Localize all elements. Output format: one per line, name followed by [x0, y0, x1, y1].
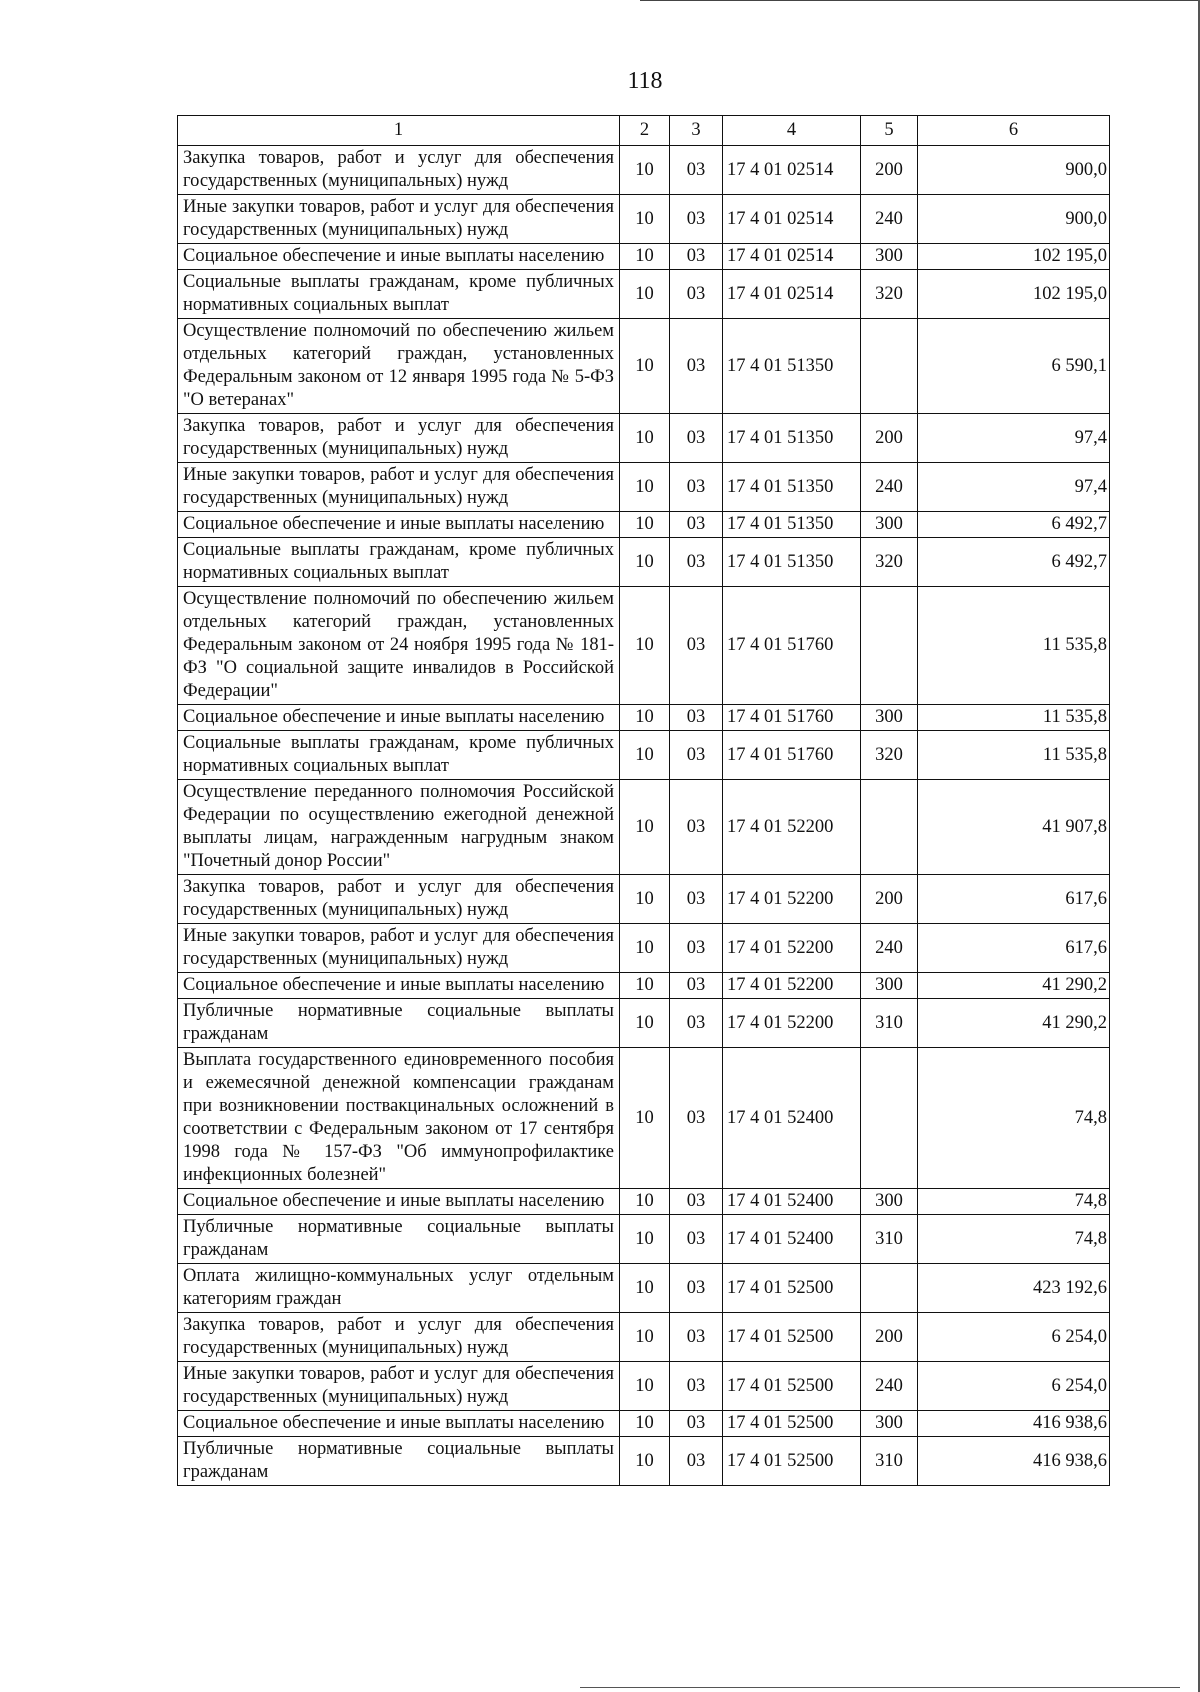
row-code-cell: 17 4 01 02514: [723, 244, 861, 270]
row-type-cell: 300: [861, 1411, 918, 1437]
row-code-cell: 17 4 01 52500: [723, 1362, 861, 1411]
row-name-cell: Социальное обеспечение и иные выплаты населению: [178, 244, 620, 270]
table-row: [178, 1362, 1110, 1411]
table-row: [178, 1313, 1110, 1362]
row-amount-cell: 423 192,6: [918, 1264, 1110, 1313]
row-code-cell: 17 4 01 02514: [723, 195, 861, 244]
table-row: [178, 1437, 1110, 1486]
row-type-cell: 240: [861, 195, 918, 244]
row-type-cell: 310: [861, 1215, 918, 1264]
row-name-cell: Социальные выплаты гражданам, кроме публичных нормативных социальных выплат: [178, 538, 620, 587]
row-code-cell: 17 4 01 51760: [723, 731, 861, 780]
header-col-5: 5: [861, 116, 918, 146]
row-name-cell: Закупка товаров, работ и услуг для обеспечения государственных (муниципальных) нужд: [178, 1313, 620, 1362]
row-col3-cell: 03: [670, 731, 723, 780]
row-col3-cell: 03: [670, 1362, 723, 1411]
row-amount-cell: 41 290,2: [918, 973, 1110, 999]
table-row: [178, 924, 1110, 973]
table-row: [178, 195, 1110, 244]
row-col3-cell: 03: [670, 1215, 723, 1264]
table-row: [178, 875, 1110, 924]
row-amount-cell: 617,6: [918, 924, 1110, 973]
row-type-cell: 310: [861, 999, 918, 1048]
row-col2-cell: 10: [620, 1215, 670, 1264]
scan-edge-bottom: [580, 1687, 1180, 1688]
row-col3-cell: 03: [670, 924, 723, 973]
table-row: [178, 463, 1110, 512]
row-code-cell: 17 4 01 52400: [723, 1048, 861, 1189]
row-code-cell: 17 4 01 51350: [723, 512, 861, 538]
row-name-cell: Осуществление полномочий по обеспечению жильем отдельных категорий граждан, установленных Федеральным законом от 12 января 1995 года № 5-ФЗ "О ветеранах": [178, 319, 620, 414]
row-name-cell: Закупка товаров, работ и услуг для обеспечения государственных (муниципальных) нужд: [178, 875, 620, 924]
table-row: [178, 512, 1110, 538]
row-type-cell: 300: [861, 244, 918, 270]
row-col2-cell: 10: [620, 1189, 670, 1215]
row-amount-cell: 74,8: [918, 1048, 1110, 1189]
row-amount-cell: 74,8: [918, 1189, 1110, 1215]
row-type-cell: 320: [861, 731, 918, 780]
row-name-cell: Социальное обеспечение и иные выплаты населению: [178, 705, 620, 731]
row-amount-cell: 416 938,6: [918, 1411, 1110, 1437]
row-amount-cell: 41 907,8: [918, 780, 1110, 875]
row-name-cell: Закупка товаров, работ и услуг для обеспечения государственных (муниципальных) нужд: [178, 146, 620, 195]
row-code-cell: 17 4 01 51350: [723, 414, 861, 463]
row-amount-cell: 97,4: [918, 414, 1110, 463]
row-col2-cell: 10: [620, 875, 670, 924]
row-col3-cell: 03: [670, 973, 723, 999]
row-col2-cell: 10: [620, 319, 670, 414]
table-row: [178, 538, 1110, 587]
header-col-3: 3: [670, 116, 723, 146]
row-name-cell: Выплата государственного единовременного пособия и ежемесячной денежной компенсации гражданам при возникновении поствакцинальных осложнений в соответствии с Федеральным законом от 17 сентября 1998 года № 157-ФЗ "Об иммунопрофилактике инфекционных болезней": [178, 1048, 620, 1189]
row-col2-cell: 10: [620, 587, 670, 705]
table-row: [178, 705, 1110, 731]
row-col3-cell: 03: [670, 512, 723, 538]
table-row: [178, 973, 1110, 999]
row-code-cell: 17 4 01 51350: [723, 319, 861, 414]
row-name-cell: Иные закупки товаров, работ и услуг для обеспечения государственных (муниципальных) нужд: [178, 195, 620, 244]
row-code-cell: 17 4 01 52400: [723, 1189, 861, 1215]
row-name-cell: Публичные нормативные социальные выплаты гражданам: [178, 1437, 620, 1486]
header-col-1: 1: [178, 116, 620, 146]
row-col2-cell: 10: [620, 146, 670, 195]
row-code-cell: 17 4 01 52200: [723, 999, 861, 1048]
row-code-cell: 17 4 01 52200: [723, 924, 861, 973]
row-type-cell: 200: [861, 414, 918, 463]
row-name-cell: Иные закупки товаров, работ и услуг для обеспечения государственных (муниципальных) нужд: [178, 463, 620, 512]
row-amount-cell: 6 590,1: [918, 319, 1110, 414]
row-name-cell: Осуществление переданного полномочия Российской Федерации по осуществлению ежегодной денежной выплаты лицам, награжденным нагрудным знаком "Почетный донор России": [178, 780, 620, 875]
row-col2-cell: 10: [620, 1362, 670, 1411]
row-col2-cell: 10: [620, 1048, 670, 1189]
row-amount-cell: 617,6: [918, 875, 1110, 924]
row-name-cell: Социальное обеспечение и иные выплаты населению: [178, 512, 620, 538]
row-code-cell: 17 4 01 52500: [723, 1264, 861, 1313]
row-type-cell: 300: [861, 1189, 918, 1215]
scan-edge-top: [640, 0, 1200, 1]
row-col3-cell: 03: [670, 705, 723, 731]
row-col2-cell: 10: [620, 731, 670, 780]
budget-table: [177, 115, 1110, 1486]
row-type-cell: 240: [861, 1362, 918, 1411]
row-col2-cell: 10: [620, 270, 670, 319]
row-col3-cell: 03: [670, 319, 723, 414]
row-type-cell: 240: [861, 924, 918, 973]
row-col3-cell: 03: [670, 1411, 723, 1437]
row-col3-cell: 03: [670, 1437, 723, 1486]
row-amount-cell: 416 938,6: [918, 1437, 1110, 1486]
row-col3-cell: 03: [670, 999, 723, 1048]
row-col2-cell: 10: [620, 1437, 670, 1486]
row-type-cell: 300: [861, 705, 918, 731]
table-header-row: [178, 116, 1110, 146]
row-col2-cell: 10: [620, 1411, 670, 1437]
table-row: [178, 244, 1110, 270]
header-col-6: 6: [918, 116, 1110, 146]
row-col2-cell: 10: [620, 999, 670, 1048]
row-name-cell: Публичные нормативные социальные выплаты гражданам: [178, 1215, 620, 1264]
page-number: 118: [627, 68, 663, 94]
row-type-cell: [861, 780, 918, 875]
row-amount-cell: 6 492,7: [918, 538, 1110, 587]
row-code-cell: 17 4 01 51350: [723, 463, 861, 512]
row-type-cell: 200: [861, 1313, 918, 1362]
row-col3-cell: 03: [670, 1313, 723, 1362]
row-col3-cell: 03: [670, 780, 723, 875]
row-col3-cell: 03: [670, 414, 723, 463]
row-type-cell: 200: [861, 875, 918, 924]
row-code-cell: 17 4 01 52200: [723, 973, 861, 999]
table-row: [178, 587, 1110, 705]
row-name-cell: Иные закупки товаров, работ и услуг для обеспечения государственных (муниципальных) нужд: [178, 924, 620, 973]
row-code-cell: 17 4 01 51760: [723, 705, 861, 731]
table-row: [178, 780, 1110, 875]
table-row: [178, 319, 1110, 414]
row-code-cell: 17 4 01 51350: [723, 538, 861, 587]
row-col2-cell: 10: [620, 414, 670, 463]
row-col3-cell: 03: [670, 1048, 723, 1189]
row-amount-cell: 41 290,2: [918, 999, 1110, 1048]
row-col3-cell: 03: [670, 146, 723, 195]
row-type-cell: 240: [861, 463, 918, 512]
row-col2-cell: 10: [620, 195, 670, 244]
row-code-cell: 17 4 01 52500: [723, 1313, 861, 1362]
row-amount-cell: 900,0: [918, 195, 1110, 244]
row-type-cell: 200: [861, 146, 918, 195]
row-col2-cell: 10: [620, 244, 670, 270]
row-type-cell: [861, 319, 918, 414]
row-col3-cell: 03: [670, 1264, 723, 1313]
row-type-cell: 300: [861, 512, 918, 538]
table-row: [178, 1048, 1110, 1189]
row-code-cell: 17 4 01 52200: [723, 780, 861, 875]
row-amount-cell: 97,4: [918, 463, 1110, 512]
row-col3-cell: 03: [670, 587, 723, 705]
row-col3-cell: 03: [670, 463, 723, 512]
table-row: [178, 1411, 1110, 1437]
row-amount-cell: 102 195,0: [918, 270, 1110, 319]
row-name-cell: Социальные выплаты гражданам, кроме публичных нормативных социальных выплат: [178, 731, 620, 780]
row-code-cell: 17 4 01 51760: [723, 587, 861, 705]
row-col2-cell: 10: [620, 924, 670, 973]
table-row: [178, 999, 1110, 1048]
row-name-cell: Социальное обеспечение и иные выплаты населению: [178, 1411, 620, 1437]
table-row: [178, 731, 1110, 780]
row-amount-cell: 11 535,8: [918, 705, 1110, 731]
table-row: [178, 146, 1110, 195]
table-row: [178, 1264, 1110, 1313]
row-code-cell: 17 4 01 02514: [723, 270, 861, 319]
table-row: [178, 1215, 1110, 1264]
row-col2-cell: 10: [620, 1313, 670, 1362]
row-col3-cell: 03: [670, 195, 723, 244]
row-col2-cell: 10: [620, 538, 670, 587]
row-type-cell: [861, 1048, 918, 1189]
header-col-4: 4: [723, 116, 861, 146]
row-col2-cell: 10: [620, 973, 670, 999]
row-name-cell: Социальное обеспечение и иные выплаты населению: [178, 1189, 620, 1215]
row-col2-cell: 10: [620, 463, 670, 512]
row-code-cell: 17 4 01 52400: [723, 1215, 861, 1264]
row-type-cell: 310: [861, 1437, 918, 1486]
row-amount-cell: 11 535,8: [918, 587, 1110, 705]
row-type-cell: 320: [861, 270, 918, 319]
row-code-cell: 17 4 01 02514: [723, 146, 861, 195]
row-code-cell: 17 4 01 52500: [723, 1437, 861, 1486]
row-amount-cell: 11 535,8: [918, 731, 1110, 780]
row-type-cell: [861, 1264, 918, 1313]
row-amount-cell: 6 254,0: [918, 1362, 1110, 1411]
row-name-cell: Оплата жилищно-коммунальных услуг отдельным категориям граждан: [178, 1264, 620, 1313]
row-col3-cell: 03: [670, 875, 723, 924]
row-amount-cell: 6 492,7: [918, 512, 1110, 538]
row-col2-cell: 10: [620, 1264, 670, 1313]
row-col2-cell: 10: [620, 512, 670, 538]
row-name-cell: Иные закупки товаров, работ и услуг для обеспечения государственных (муниципальных) нужд: [178, 1362, 620, 1411]
header-col-2: 2: [620, 116, 670, 146]
table-row: [178, 1189, 1110, 1215]
row-col3-cell: 03: [670, 1189, 723, 1215]
row-name-cell: Публичные нормативные социальные выплаты гражданам: [178, 999, 620, 1048]
row-type-cell: 320: [861, 538, 918, 587]
row-code-cell: 17 4 01 52500: [723, 1411, 861, 1437]
row-name-cell: Социальное обеспечение и иные выплаты населению: [178, 973, 620, 999]
row-amount-cell: 102 195,0: [918, 244, 1110, 270]
table-row: [178, 270, 1110, 319]
row-name-cell: Осуществление полномочий по обеспечению жильем отдельных категорий граждан, установленных Федеральным законом от 24 ноября 1995 года № 181-ФЗ "О социальной защите инвалидов в Российской Федерации": [178, 587, 620, 705]
row-col2-cell: 10: [620, 705, 670, 731]
table-body: [178, 146, 1110, 1486]
row-col3-cell: 03: [670, 270, 723, 319]
row-name-cell: Закупка товаров, работ и услуг для обеспечения государственных (муниципальных) нужд: [178, 414, 620, 463]
row-amount-cell: 6 254,0: [918, 1313, 1110, 1362]
row-type-cell: [861, 587, 918, 705]
table-row: [178, 414, 1110, 463]
row-name-cell: Социальные выплаты гражданам, кроме публичных нормативных социальных выплат: [178, 270, 620, 319]
row-type-cell: 300: [861, 973, 918, 999]
row-col2-cell: 10: [620, 780, 670, 875]
row-amount-cell: 900,0: [918, 146, 1110, 195]
row-code-cell: 17 4 01 52200: [723, 875, 861, 924]
row-col3-cell: 03: [670, 538, 723, 587]
row-col3-cell: 03: [670, 244, 723, 270]
row-amount-cell: 74,8: [918, 1215, 1110, 1264]
